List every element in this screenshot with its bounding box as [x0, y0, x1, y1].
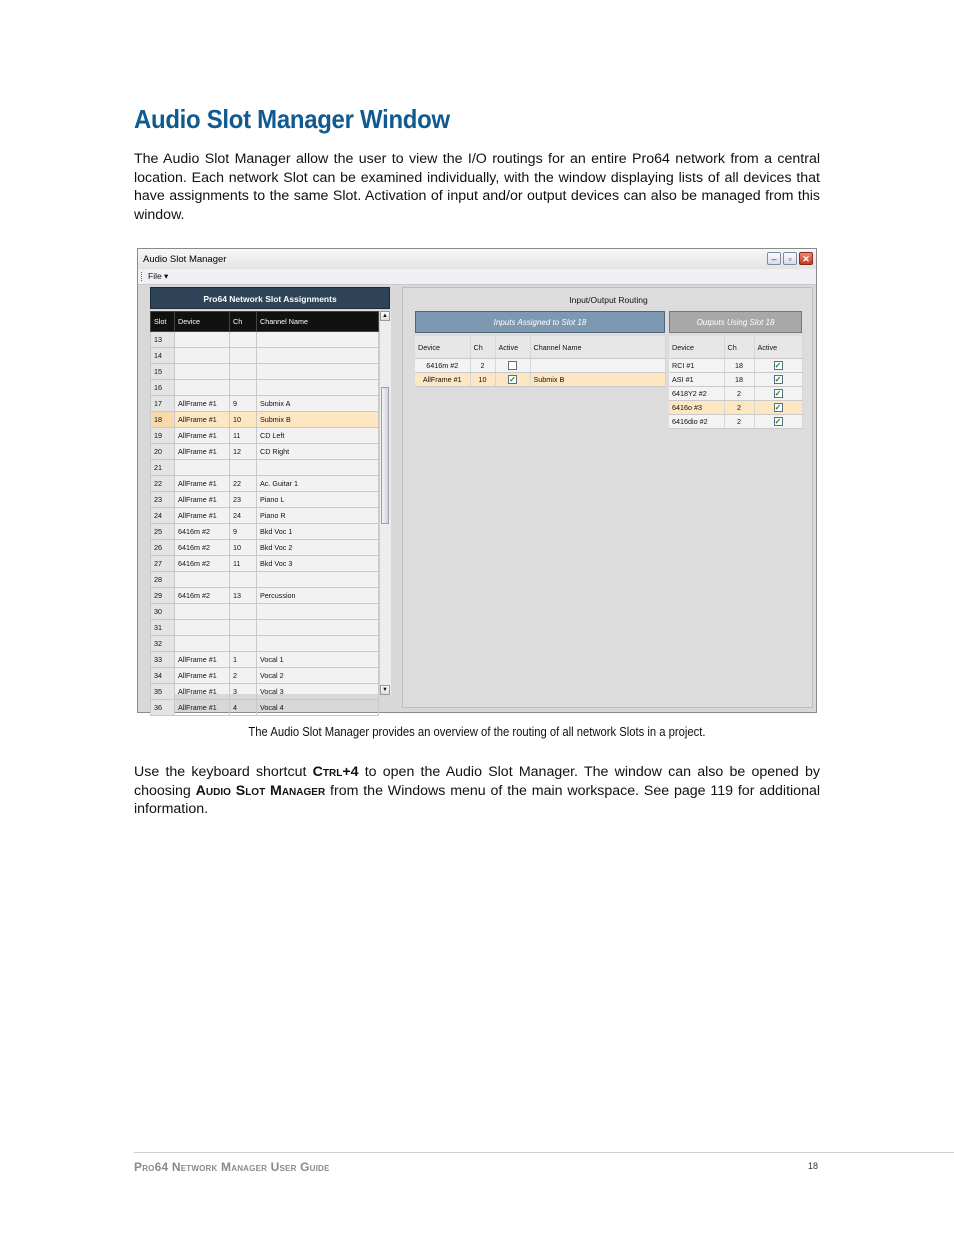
- grip-icon: [141, 272, 144, 281]
- grid-cell: AllFrame #1: [175, 492, 230, 508]
- grid-cell: [175, 380, 230, 396]
- table-row[interactable]: [151, 668, 379, 684]
- inputs-table: [415, 336, 666, 387]
- shortcut-text-1: Use the keyboard shortcut: [134, 764, 313, 780]
- active-cell: [754, 373, 802, 387]
- grid-cell: [175, 572, 230, 588]
- table-row[interactable]: [669, 415, 802, 429]
- slot-cell: 29: [151, 588, 175, 604]
- grid-cell: AllFrame #1: [175, 396, 230, 412]
- grid-cell: AllFrame #1: [175, 668, 230, 684]
- grid-cell: AllFrame #1: [175, 652, 230, 668]
- checked-checkbox-icon[interactable]: ✓: [774, 389, 782, 399]
- grid-cell: [175, 332, 230, 348]
- checked-checkbox-icon[interactable]: ✓: [774, 417, 782, 427]
- shortcut-paragraph: [134, 763, 820, 819]
- column-header: Device: [669, 336, 724, 359]
- file-menu[interactable]: File ▾: [148, 271, 169, 281]
- menu-item-name: Audio Slot Manager: [195, 782, 326, 799]
- grid-cell: [230, 348, 257, 364]
- column-header: Ch: [470, 336, 495, 359]
- grid-cell: [175, 460, 230, 476]
- shortcut-text-3: from the Windows menu of the main workspace. See page 119 for additional information.: [134, 782, 821, 817]
- grid-cell: [230, 332, 257, 348]
- grid-cell: 6416m #2: [175, 556, 230, 572]
- device-cell: 6416dio #2: [669, 415, 724, 429]
- io-routing-title: Input/Output Routing: [569, 295, 648, 305]
- active-cell: [754, 415, 802, 429]
- slot-cell: 34: [151, 668, 175, 684]
- table-row[interactable]: [151, 428, 379, 444]
- table-row[interactable]: [151, 476, 379, 492]
- footer-title: Pro64 Network Manager User Guide: [134, 1160, 330, 1174]
- grid-cell: [230, 380, 257, 396]
- checked-checkbox-icon[interactable]: ✓: [774, 403, 782, 413]
- table-row[interactable]: [415, 359, 665, 373]
- grid-cell: [230, 604, 257, 620]
- table-row[interactable]: [151, 556, 379, 572]
- grid-cell: AllFrame #1: [175, 684, 230, 700]
- active-cell: [495, 359, 530, 373]
- table-row[interactable]: [151, 636, 379, 652]
- shortcut-text-2: to open the Audio Slot Manager. The window can also be opened by choosing: [134, 764, 820, 799]
- table-row[interactable]: [151, 332, 379, 348]
- checked-checkbox-icon[interactable]: ✓: [774, 375, 782, 385]
- device-cell: AllFrame #1: [415, 373, 470, 387]
- column-header: Channel Name: [530, 336, 665, 359]
- grid-cell: Bkd Voc 3: [257, 556, 379, 572]
- slot-cell: 20: [151, 444, 175, 460]
- grid-cell: 13: [230, 588, 257, 604]
- column-header: Channel Name: [257, 312, 379, 332]
- column-header: Active: [495, 336, 530, 359]
- grid-cell: 11: [230, 556, 257, 572]
- grid-cell: [175, 636, 230, 652]
- grid-cell: Bkd Voc 1: [257, 524, 379, 540]
- maximize-icon[interactable]: ▫: [783, 252, 797, 265]
- grid-cell: [257, 380, 379, 396]
- slot-cell: 24: [151, 508, 175, 524]
- outputs-header: Outputs Using Slot 18: [669, 311, 802, 333]
- grid-cell: 4: [230, 700, 257, 716]
- table-row[interactable]: [151, 700, 379, 716]
- slot-cell: 13: [151, 332, 175, 348]
- grid-cell: CD Right: [257, 444, 379, 460]
- table-row[interactable]: [151, 652, 379, 668]
- table-row[interactable]: [669, 401, 802, 415]
- grid-cell: 12: [230, 444, 257, 460]
- table-row[interactable]: [151, 508, 379, 524]
- slot-cell: 17: [151, 396, 175, 412]
- device-cell: 6416o #3: [669, 401, 724, 415]
- table-row[interactable]: [151, 620, 379, 636]
- grid-cell: 1: [230, 652, 257, 668]
- grid-cell: 9: [230, 396, 257, 412]
- grid-cell: Bkd Voc 2: [257, 540, 379, 556]
- grid-cell: 10: [230, 412, 257, 428]
- table-row[interactable]: [151, 380, 379, 396]
- table-row[interactable]: [151, 588, 379, 604]
- table-row[interactable]: [151, 460, 379, 476]
- table-row[interactable]: [151, 348, 379, 364]
- grid-cell: AllFrame #1: [175, 508, 230, 524]
- outputs-table: [669, 336, 803, 429]
- active-cell: [754, 387, 802, 401]
- unchecked-checkbox-icon[interactable]: [508, 361, 517, 370]
- grid-cell: 2: [230, 668, 257, 684]
- channel-cell: 2: [724, 401, 754, 415]
- close-icon[interactable]: ✕: [799, 252, 813, 265]
- grid-cell: Submix A: [257, 396, 379, 412]
- channel-cell: 2: [470, 359, 495, 373]
- grid-cell: Piano L: [257, 492, 379, 508]
- slot-cell: 22: [151, 476, 175, 492]
- slot-cell: 28: [151, 572, 175, 588]
- grid-cell: 10: [230, 540, 257, 556]
- checked-checkbox-icon[interactable]: ✓: [509, 375, 516, 385]
- slot-assignments-grid: [150, 311, 380, 712]
- scroll-down-icon[interactable]: ▼: [380, 685, 390, 695]
- audio-slot-manager-window: [137, 248, 817, 713]
- slot-cell: 31: [151, 620, 175, 636]
- channel-cell: 18: [724, 359, 754, 373]
- grid-cell: [175, 364, 230, 380]
- outputs-header-row: [669, 336, 802, 359]
- grid-cell: [175, 620, 230, 636]
- slot-cell: 16: [151, 380, 175, 396]
- slot-cell: 14: [151, 348, 175, 364]
- slot-cell: 26: [151, 540, 175, 556]
- intro-paragraph: The Audio Slot Manager allow the user to view the I/O routings for an entire Pro64 network from a central location. Each network Slot can be examined individually, with the window displaying lists of all devices that have assignments to the same Slot. Activation of input and/or output devices can also be managed from this window.: [134, 151, 820, 223]
- grid-cell: Submix B: [257, 412, 379, 428]
- device-cell: ASI #1: [669, 373, 724, 387]
- channel-cell: 18: [724, 373, 754, 387]
- grid-cell: [230, 460, 257, 476]
- grid-cell: 6416m #2: [175, 540, 230, 556]
- device-cell: 6418Y2 #2: [669, 387, 724, 401]
- slot-cell: 18: [151, 412, 175, 428]
- grid-cell: 24: [230, 508, 257, 524]
- slot-grid-scrollbar[interactable]: [379, 311, 391, 695]
- grid-cell: AllFrame #1: [175, 444, 230, 460]
- slot-cell: 25: [151, 524, 175, 540]
- device-cell: 6416m #2: [415, 359, 470, 373]
- table-row[interactable]: [151, 524, 379, 540]
- table-row[interactable]: [669, 373, 802, 387]
- active-cell: [754, 401, 802, 415]
- table-row[interactable]: [151, 540, 379, 556]
- io-routing-panel: [402, 287, 813, 708]
- grid-cell: Vocal 3: [257, 684, 379, 700]
- table-row[interactable]: [669, 387, 802, 401]
- table-row[interactable]: [151, 492, 379, 508]
- page-title: Audio Slot Manager Window: [134, 104, 450, 134]
- grid-cell: [230, 364, 257, 380]
- table-row[interactable]: [151, 572, 379, 588]
- grid-cell: Vocal 1: [257, 652, 379, 668]
- grid-cell: [257, 620, 379, 636]
- slot-cell: 27: [151, 556, 175, 572]
- column-header: Slot: [151, 312, 175, 332]
- grid-cell: Percussion: [257, 588, 379, 604]
- table-row[interactable]: [151, 444, 379, 460]
- channel-cell: 2: [724, 415, 754, 429]
- grid-cell: 22: [230, 476, 257, 492]
- slot-cell: 32: [151, 636, 175, 652]
- grid-cell: [257, 636, 379, 652]
- grid-cell: [257, 604, 379, 620]
- column-header: Active: [754, 336, 802, 359]
- window-titlebar[interactable]: [138, 249, 816, 270]
- slot-cell: 21: [151, 460, 175, 476]
- grid-cell: [175, 604, 230, 620]
- scroll-thumb[interactable]: [381, 387, 389, 524]
- grid-cell: 3: [230, 684, 257, 700]
- grid-cell: [257, 332, 379, 348]
- column-header: Device: [175, 312, 230, 332]
- device-cell: RCI #1: [669, 359, 724, 373]
- column-header: Ch: [724, 336, 754, 359]
- page-number: 18: [808, 1161, 819, 1171]
- channel-name-cell: [530, 359, 665, 373]
- footer-rule: [134, 1152, 954, 1153]
- inputs-header: Inputs Assigned to Slot 18: [415, 311, 665, 333]
- grid-cell: Vocal 4: [257, 700, 379, 716]
- column-header: Device: [415, 336, 470, 359]
- grid-cell: [257, 348, 379, 364]
- grid-cell: AllFrame #1: [175, 412, 230, 428]
- figure-caption: The Audio Slot Manager provides an overview of the routing of all network Slots in a project.: [248, 725, 706, 739]
- grid-cell: AllFrame #1: [175, 428, 230, 444]
- shortcut-key: Ctrl+4: [312, 764, 359, 780]
- table-row[interactable]: [151, 412, 379, 428]
- grid-cell: CD Left: [257, 428, 379, 444]
- grid-cell: 6416m #2: [175, 524, 230, 540]
- grid-cell: Ac. Guitar 1: [257, 476, 379, 492]
- grid-cell: [257, 364, 379, 380]
- checked-checkbox-icon[interactable]: ✓: [774, 361, 782, 371]
- table-row[interactable]: [151, 684, 379, 700]
- slot-cell: 33: [151, 652, 175, 668]
- grid-cell: [230, 620, 257, 636]
- table-row[interactable]: [669, 359, 802, 373]
- scroll-up-icon[interactable]: ▲: [380, 311, 390, 321]
- grid-cell: 11: [230, 428, 257, 444]
- table-row[interactable]: [151, 364, 379, 380]
- window-title: Audio Slot Manager: [143, 254, 227, 265]
- active-cell: [754, 359, 802, 373]
- grid-cell: 6416m #2: [175, 588, 230, 604]
- slot-cell: 19: [151, 428, 175, 444]
- slot-cell: 35: [151, 684, 175, 700]
- active-cell: [495, 373, 530, 387]
- table-row[interactable]: [415, 373, 665, 387]
- menu-bar: [138, 269, 816, 285]
- grid-cell: 23: [230, 492, 257, 508]
- channel-cell: 2: [724, 387, 754, 401]
- slot-cell: 23: [151, 492, 175, 508]
- channel-cell: 10: [470, 373, 495, 387]
- grid-cell: AllFrame #1: [175, 700, 230, 716]
- grid-cell: [257, 572, 379, 588]
- grid-cell: Vocal 2: [257, 668, 379, 684]
- slot-cell: 30: [151, 604, 175, 620]
- minimize-icon[interactable]: –: [767, 252, 781, 265]
- grid-cell: [230, 636, 257, 652]
- channel-name-cell: Submix B: [530, 373, 665, 387]
- slot-assignments-panel: [150, 287, 390, 712]
- grid-cell: 9: [230, 524, 257, 540]
- grid-cell: [175, 348, 230, 364]
- grid-cell: Piano R: [257, 508, 379, 524]
- slot-cell: 36: [151, 700, 175, 716]
- table-row[interactable]: [151, 396, 379, 412]
- column-header: Ch: [230, 312, 257, 332]
- grid-cell: [230, 572, 257, 588]
- inputs-header-row: [415, 336, 665, 359]
- table-row[interactable]: [151, 604, 379, 620]
- grid-cell: [257, 460, 379, 476]
- slot-assignments-header: Pro64 Network Slot Assignments: [150, 287, 390, 309]
- grid-cell: AllFrame #1: [175, 476, 230, 492]
- slot-cell: 15: [151, 364, 175, 380]
